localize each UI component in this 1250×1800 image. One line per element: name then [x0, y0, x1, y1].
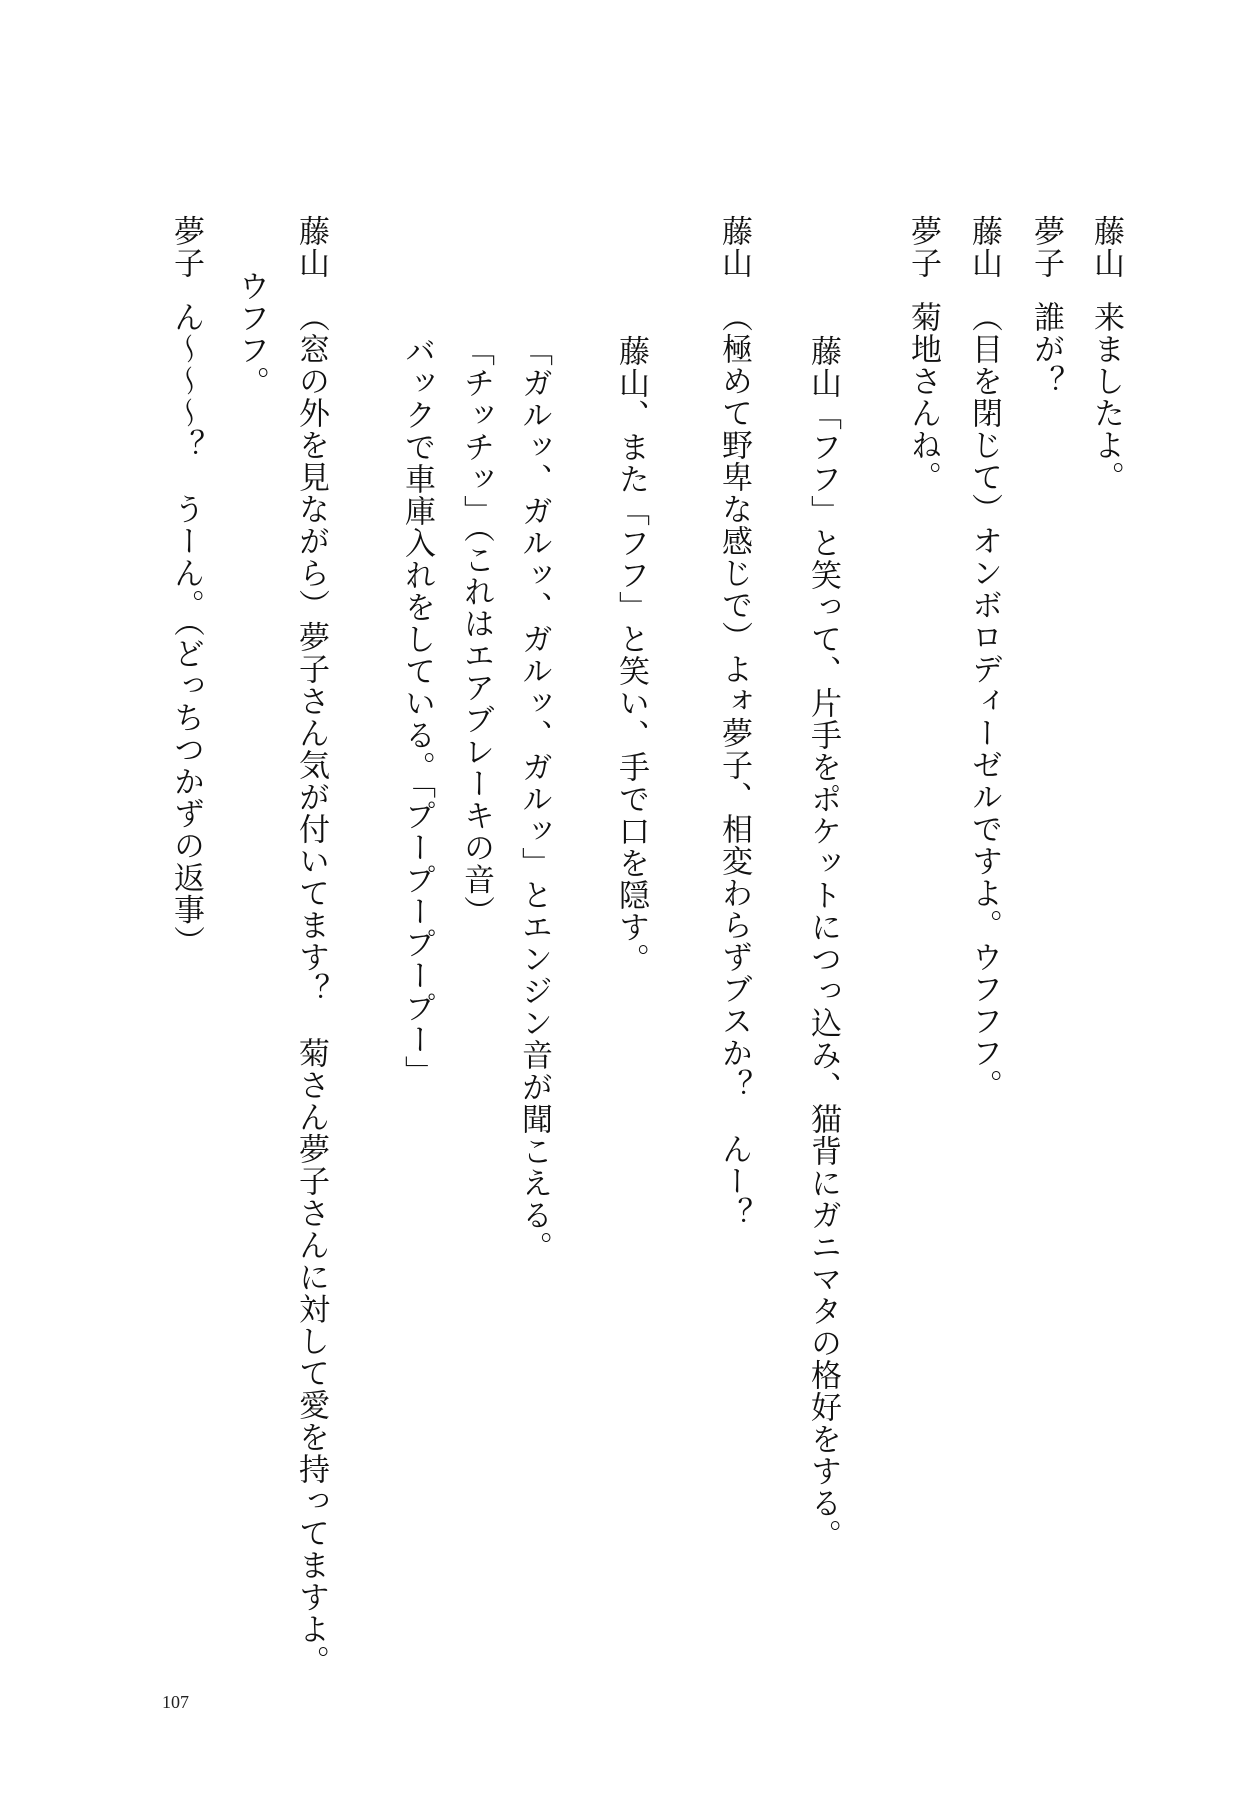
direction-text: 「ガルッ、ガルッ、ガルッ、ガルッ」とエンジン音が聞こえる。 — [516, 335, 552, 1263]
direction-text: バックで車庫入れをしている。「プープープープー」 — [399, 335, 435, 1088]
stage-direction — [516, 335, 552, 1263]
line-text: ん〜〜〜？ うーん。（どっちつかずの返事） — [168, 301, 204, 958]
dialogue-line — [905, 215, 941, 493]
speaker-name: 藤山 — [716, 215, 752, 279]
line-text: 誰が？ — [1028, 301, 1064, 397]
speaker-name: 夢子 — [1028, 215, 1064, 279]
line-text: ウフフ。 — [233, 270, 269, 398]
stage-direction — [458, 335, 494, 928]
speaker-name: 藤山 — [1088, 215, 1124, 279]
line-text: 菊地さんね。 — [905, 301, 941, 493]
dialogue-continuation — [233, 270, 269, 398]
speaker-name: 夢子 — [905, 215, 941, 279]
page-number: 107 — [162, 1692, 189, 1712]
line-text: 来ましたよ。 — [1088, 301, 1124, 493]
stage-direction — [399, 335, 435, 1088]
line-text: （窓の外を見ながら）夢子さん気が付いてます？ 菊さん夢子さんに対して愛を持ってますよ。 — [293, 301, 329, 1677]
speaker-name: 夢子 — [168, 215, 204, 279]
dialogue-line — [1028, 215, 1064, 397]
dialogue-line — [168, 215, 204, 958]
dialogue-line — [716, 215, 752, 1229]
speaker-name: 藤山 — [293, 215, 329, 279]
line-text: （極めて野卑な感じで）よォ夢子、相変わらずブスか？ んー？ — [716, 301, 752, 1229]
stage-direction — [805, 335, 841, 1551]
dialogue-line — [1088, 215, 1124, 493]
line-text: （目を閉じて）オンボロディーゼルですよ。ウフフフ。 — [966, 301, 1002, 1101]
direction-text: 「チッチッ」（これはエアブレーキの音） — [458, 335, 494, 928]
direction-text: 藤山、また「フフ」と笑い、手で口を隠す。 — [613, 335, 649, 975]
stage-direction — [613, 335, 649, 975]
speaker-name: 藤山 — [966, 215, 1002, 279]
dialogue-line — [293, 215, 329, 1677]
direction-text: 藤山「フフ」と笑って、片手をポケットにつっ込み、猫背にガニマタの格好をする。 — [805, 335, 841, 1551]
dialogue-line — [966, 215, 1002, 1101]
